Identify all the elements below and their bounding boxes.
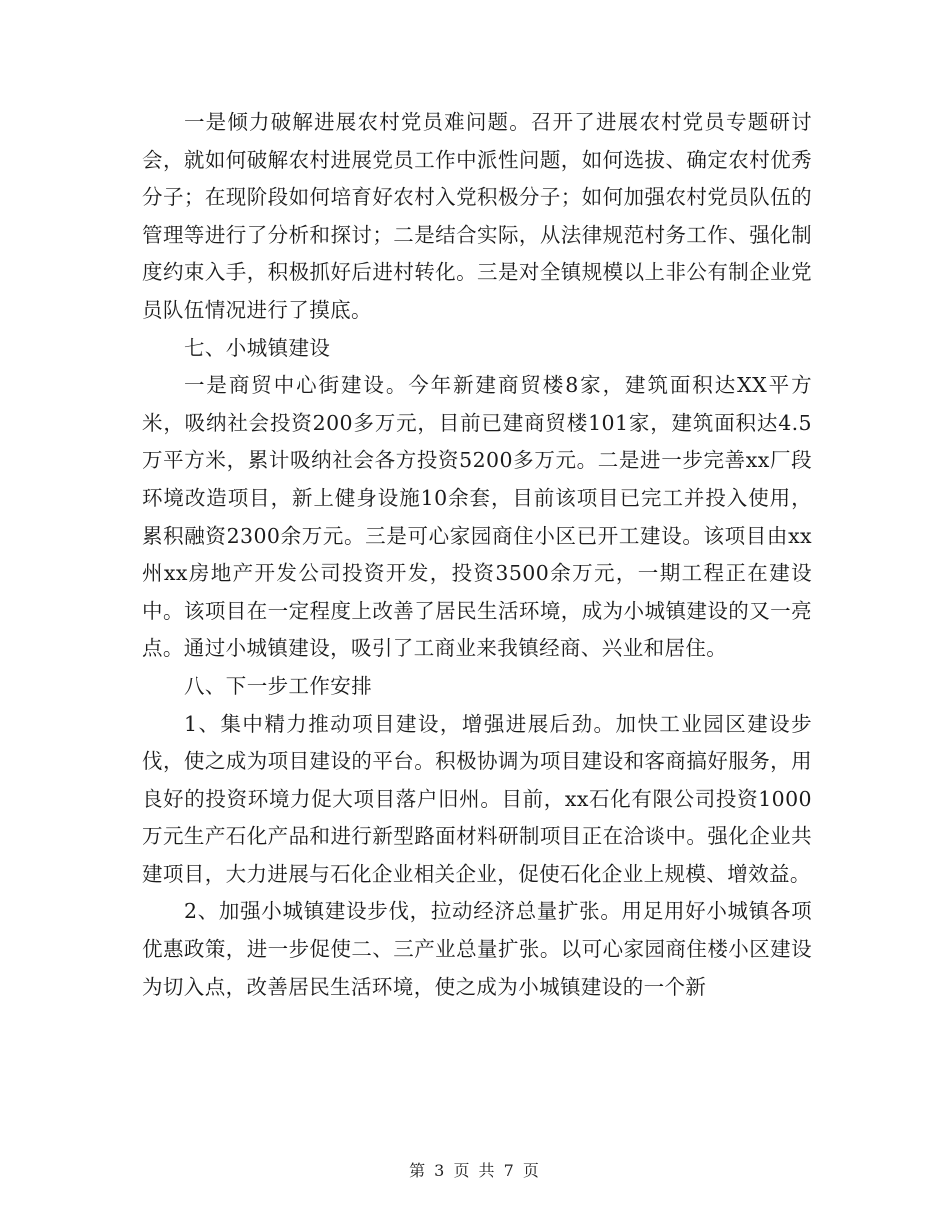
section-heading-next-steps: 八、下一步工作安排 — [184, 673, 373, 698]
section-heading-small-town: 七、小城镇建设 — [184, 335, 331, 360]
paragraph-party-members: 一是倾力破解进展农村党员难问题。召开了进展农村党员专题研讨会，就如何破解农村进展党员工作中派性问题，如何选拔、确定农村优秀分子；在现阶段如何培育好农村入党积极分子；如何加强农村党员队伍的管理等进行了分析和探讨；二是结合实际，从法律规范村务工作、强化制度约束入手，积极抓好后进村转化。三是对全镇规模以上非公有制企业党员队伍情况进行了摸底。 — [142, 110, 812, 322]
paragraph-town-expansion: 2、加强小城镇建设步伐，拉动经济总量扩张。用足用好小城镇各项优惠政策，进一步促使二、三产业总量扩张。以可心家园商住楼小区建设为切入点，改善居民生活环境，使之成为小城镇建设的一个新 — [142, 899, 812, 999]
page-number-footer: 第 3 页 共 7 页 — [409, 1161, 541, 1180]
document-body — [142, 104, 812, 1006]
paragraph-small-town-construction: 一是商贸中心街建设。今年新建商贸楼8家，建筑面积达XX平方米，吸纳社会投资200多万元，目前已建商贸楼101家，建筑面积达4.5万平方米，累计吸纳社会各方投资5200多万元。二是进一步完善xx厂段环境改造项目，新上健身设施10余套，目前该项目已完工并投入使用，累积融资2300余万元。三是可心家园商住小区已开工建设。该项目由xx州xx房地产开发公司投资开发，投资3500余万元，一期工程正在建设中。该项目在一定程度上改善了居民生活环境，成为小城镇建设的又一亮点。通过小城镇建设，吸引了工商业来我镇经商、兴业和居住。 — [142, 373, 812, 661]
paragraph-project-construction: 1、集中精力推动项目建设，增强进展后劲。加快工业园区建设步伐，使之成为项目建设的平台。积极协调为项目建设和客商搞好服务，用良好的投资环境力促大项目落户旧州。目前，xx石化有限公司投资1000万元生产石化产品和进行新型路面材料研制项目正在洽谈中。强化企业共建项目，大力进展与石化企业相关企业，促使石化企业上规模、增效益。 — [142, 711, 812, 886]
